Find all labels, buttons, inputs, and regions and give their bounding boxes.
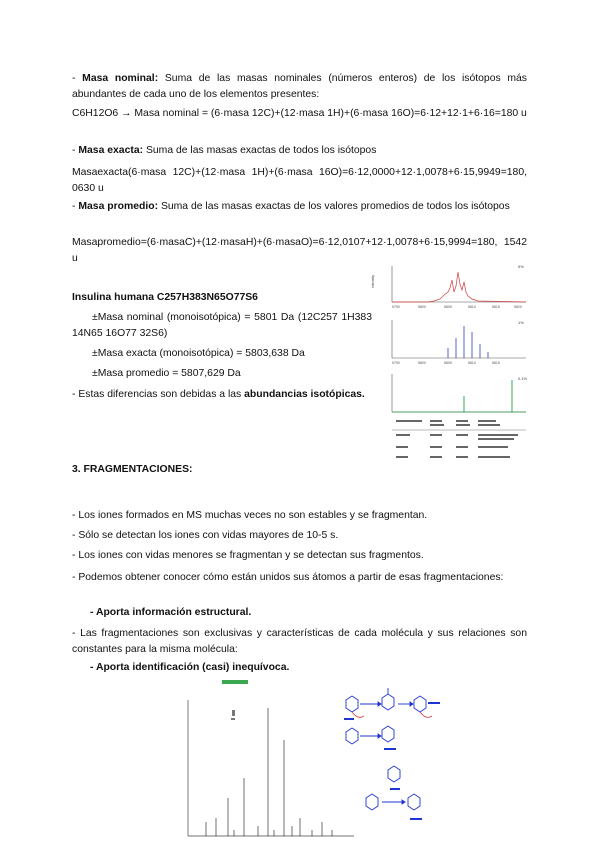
insulin-mass-spectra-figure: [371, 262, 530, 482]
frag-bullet-4-bold: - Aporta información estructural.: [90, 607, 252, 618]
frag-bullet-3: - Los iones con vidas menores se fragmentan y se detectan sus fragmentos.: [72, 550, 424, 561]
svg-text:5810: 5810: [468, 361, 476, 365]
masa-promedio-calc: Masapromedio=(6·masaC)+(12·masaH)+(6·masaO)=6·12,0107+12·1,0078+6·15,9994=180, 1542 u: [72, 237, 527, 264]
masa-nominal-example: [72, 106, 527, 122]
masa-exacta-calc: Masaexacta(6·masa 12C)+(12·masa 1H)+(6·masa 16O)=6·12,0000+12·1,0078+6·15,9949=180, 0630 u: [72, 167, 527, 194]
svg-text:5815: 5815: [492, 305, 500, 309]
insulina-conclusion: - Estas diferencias son debidas a las abundancias isotópicas.: [72, 389, 365, 400]
spectrum-panel-isotopic: [392, 320, 526, 365]
svg-text:5805: 5805: [444, 361, 452, 365]
svg-text:5800: 5800: [418, 361, 426, 365]
fragmentaciones-heading: 3. FRAGMENTACIONES:: [72, 464, 193, 475]
svg-text:Intensity: Intensity: [371, 274, 375, 288]
insulina-promedio: ±Masa promedio = 5807,629 Da: [92, 368, 241, 379]
svg-text:5790: 5790: [392, 361, 400, 365]
abundancias-isotopicas: abundancias isotópicas.: [244, 389, 365, 400]
insulina-title: Insulina humana C257H383N65O77S6: [72, 292, 258, 303]
frag-bullet-2: - Sólo se detectan los iones con vidas mayores de 10-5 s.: [72, 530, 339, 541]
masa-nominal-text: Suma de las masas nominales (números enteros) de los isótopos más abundantes de cada uno de los elementos presentes:: [72, 73, 528, 100]
spectrum-panel-average: [371, 264, 526, 309]
masa-promedio-label: Masa promedio:: [78, 201, 159, 212]
insulina-nominal: ±Masa nominal (monoisotópica) = 5801 Da (12C257 1H383 14N65 16O77 32S6): [72, 312, 372, 339]
masa-nominal-label: Masa nominal:: [82, 73, 159, 84]
svg-text:5820: 5820: [514, 305, 522, 309]
fragmentation-figure: [176, 680, 516, 845]
spectrum-table: [392, 420, 526, 458]
spectrum-panel-monoisotopic: [392, 374, 528, 412]
masa-promedio-text: Suma de las masas exactas de los valores promedios de todos los isótopos: [160, 201, 510, 212]
svg-text:1%: 1%: [518, 320, 524, 325]
svg-text:5800: 5800: [418, 305, 426, 309]
masa-promedio-paragraph: - Masa promedio: Suma de las masas exactas de los valores promedios de todos los isótopos: [72, 201, 510, 212]
svg-text:5805: 5805: [444, 305, 452, 309]
svg-text:5815: 5815: [492, 361, 500, 365]
svg-text:5810: 5810: [468, 305, 476, 309]
masa-nominal-paragraph: - Masa nominal: Suma de las masas nominales (números enteros) de los isótopos más abundantes de cada uno de los elementos presentes:: [72, 73, 528, 100]
svg-text:5790: 5790: [392, 305, 400, 309]
red-annotations: [352, 712, 432, 717]
masa-exacta-paragraph: - Masa exacta: Suma de las masas exactas de todos los isótopos: [72, 145, 377, 156]
spectrum-title-label: [222, 680, 248, 684]
fragment-mass-spectrum: [188, 700, 354, 836]
frag-bullet-5: - Las fragmentaciones son exclusivas y características de cada molécula y sus relaciones son constantes para la misma molécula:: [72, 628, 527, 655]
insulina-exacta: ±Masa exacta (monoisotópica) = 5803,638 Da: [92, 348, 305, 359]
masa-exacta-text: Suma de las masas exactas de todos los isótopos: [145, 145, 377, 156]
masa-exacta-label: Masa exacta:: [78, 145, 144, 156]
formula-glucose: C6H12O6: [72, 108, 119, 119]
frag-bullet-4: - Podemos obtener conocer cómo están unidos sus átomos a partir de esas fragmentaciones:: [72, 572, 504, 583]
masa-nominal-example-text: → Masa nominal = (6·masa 12C)+(12·masa 1H)+(6·masa 16O)=6·12+12·1+6·16=180 u: [121, 108, 527, 119]
svg-text:5%: 5%: [518, 264, 524, 269]
svg-text:0.1%: 0.1%: [518, 376, 528, 381]
frag-bullet-5-bold: - Aporta identificación (casi) inequívoca.: [90, 662, 290, 673]
frag-bullet-1: - Los iones formados en MS muchas veces no son estables y se fragmentan.: [72, 510, 428, 521]
